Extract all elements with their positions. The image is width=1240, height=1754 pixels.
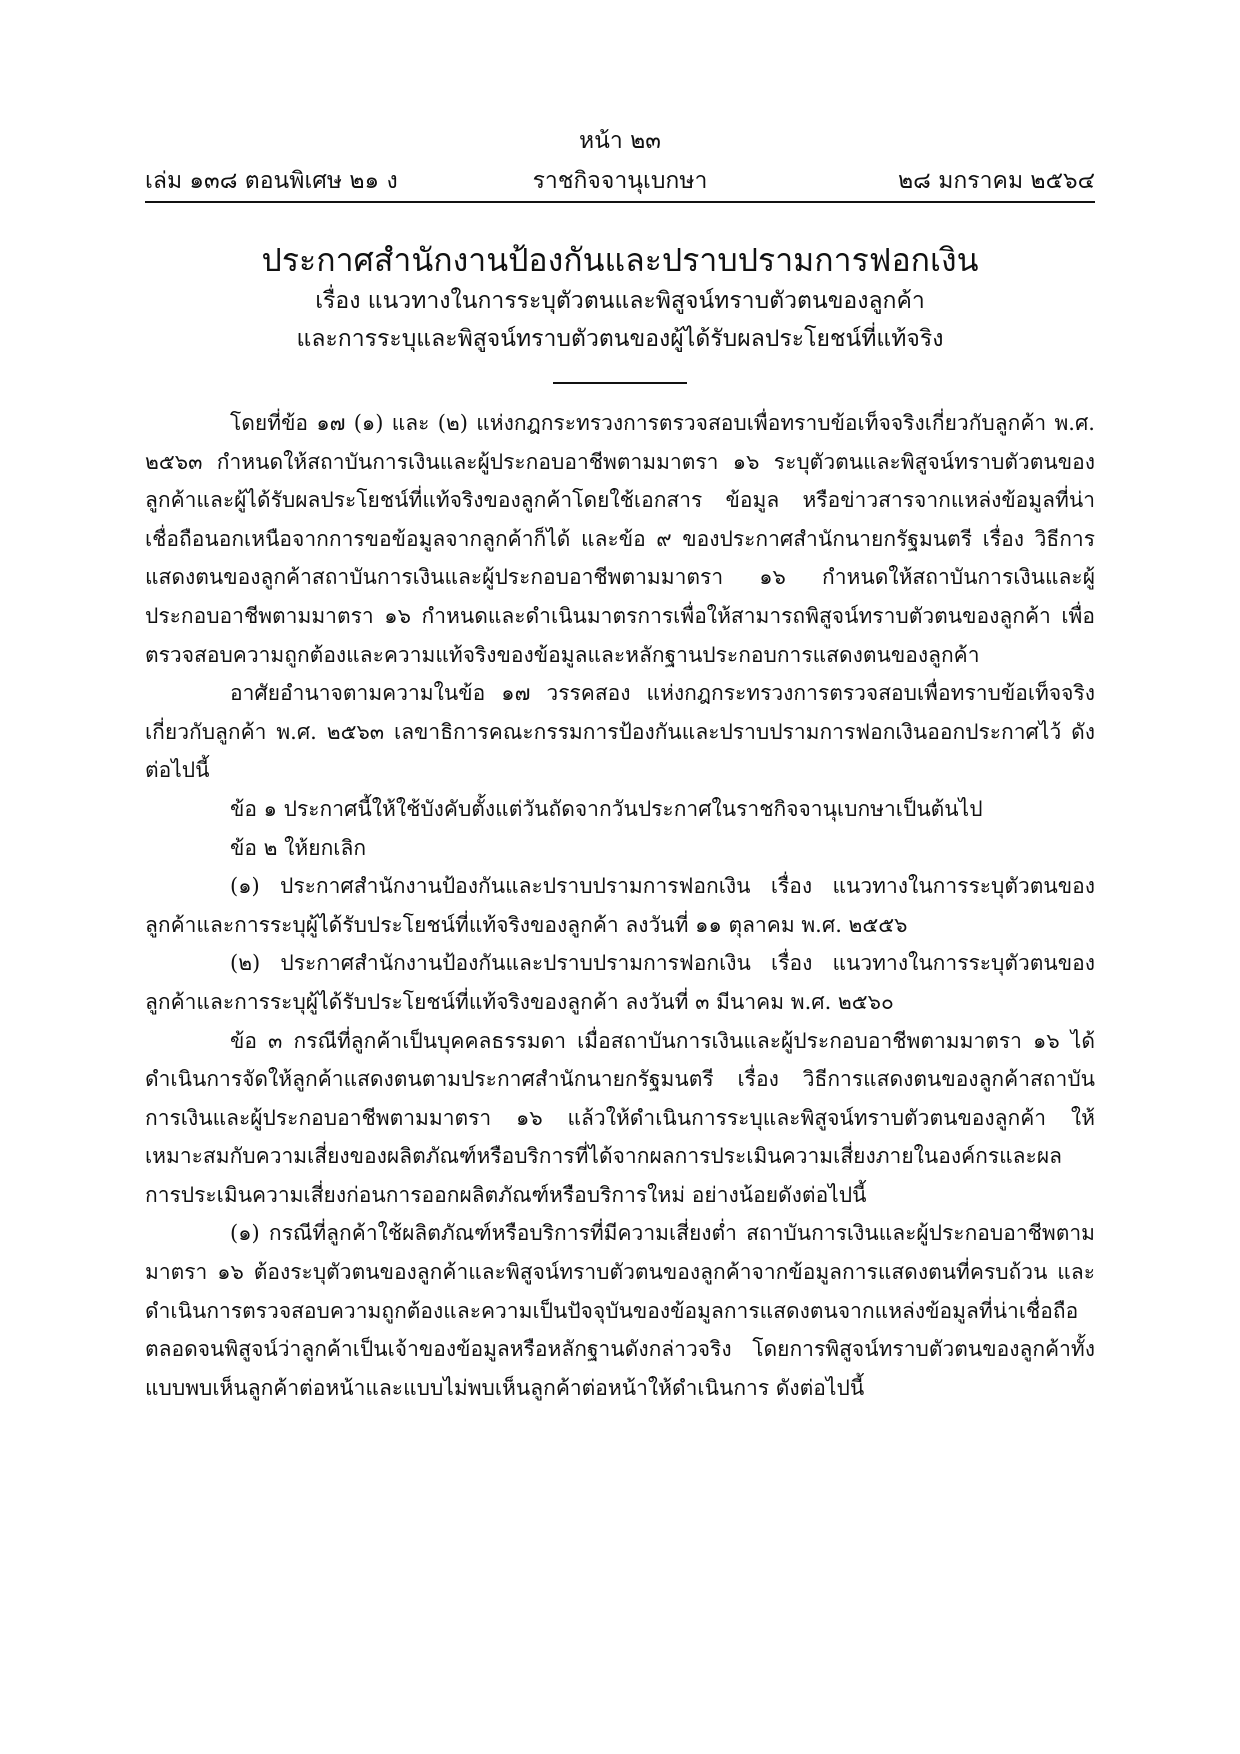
clause-3-item-1: (๑) กรณีที่ลูกค้าใช้ผลิตภัณฑ์หรือบริการที่มีความเสี่ยงต่ำ สถาบันการเงินและผู้ประกอบอาชีพตามมาตรา ๑๖ ต้องระบุตัวตนของลูกค้าและพิสูจน์ทราบตัวตนของลูกค้าจากข้อมูลการแสดงตนที่ครบถ้วน และดำเนินการตรวจสอบความถูกต้องและความเป็นปัจจุบันของข้อมูลการแสดงตนจากแหล่งข้อมูลที่น่าเชื่อถือ ตลอดจนพิสูจน์ว่าลูกค้าเป็นเจ้าของข้อมูลหรือหลักฐานดังกล่าวจริง โดยการพิสูจน์ทราบตัวตนของลูกค้าทั้งแบบพบเห็นลูกค้าต่อหน้าและแบบไม่พบเห็นลูกค้าต่อหน้าให้ดำเนินการ ดังต่อไปนี้ [145, 1221, 1095, 1400]
page-number: หน้า ๒๓ [579, 128, 661, 154]
preamble-paragraph-1: โดยที่ข้อ ๑๗ (๑) และ (๒) แห่งกฎกระทรวงการตรวจสอบเพื่อทราบข้อเท็จจริงเกี่ยวกับลูกค้า พ.ศ. ๒๕๖๓ กำหนดให้สถาบันการเงินและผู้ประกอบอาชีพตามมาตรา ๑๖ ระบุตัวตนและพิสูจน์ทราบตัวตนของลูกค้าและผู้ได้รับผลประโยชน์ที่แท้จริงของลูกค้าโดยใช้เอกสาร ข้อมูล หรือข่าวสารจากแหล่งข้อมูลที่น่าเชื่อถือนอกเหนือจากการขอข้อมูลจากลูกค้าก็ได้ และข้อ ๙ ของประกาศสำนักนายกรัฐมนตรี เรื่อง วิธีการแสดงตนของลูกค้าสถาบันการเงินและผู้ประกอบอาชีพตามมาตรา ๑๖ กำหนดให้สถาบันการเงินและผู้ประกอบอาชีพตามมาตรา ๑๖ กำหนดและดำเนินมาตรการเพื่อให้สามารถพิสูจน์ทราบตัวตนของลูกค้า เพื่อตรวจสอบความถูกต้องและความแท้จริงของข้อมูลและหลักฐานประกอบการแสดงตนของลูกค้า [145, 411, 1095, 667]
preamble-paragraph-2: อาศัยอำนาจตามความในข้อ ๑๗ วรรคสอง แห่งกฎกระทรวงการตรวจสอบเพื่อทราบข้อเท็จจริงเกี่ยวกับลูกค้า พ.ศ. ๒๕๖๓ เลขาธิการคณะกรรมการป้องกันและปราบปรามการฟอกเงินออกประกาศไว้ ดังต่อไปนี้ [145, 681, 1095, 783]
gazette-header [145, 166, 1095, 198]
title-divider [553, 382, 687, 384]
announcement-body [145, 404, 1095, 1407]
clause-2-item-2: (๒) ประกาศสำนักงานป้องกันและปราบปรามการฟอกเงิน เรื่อง แนวทางในการระบุตัวตนของลูกค้าและการระบุผู้ได้รับประโยชน์ที่แท้จริงของลูกค้า ลงวันที่ ๓ มีนาคม พ.ศ. ๒๕๖๐ [145, 951, 1095, 1014]
publication-name: ราชกิจจานุเบกษา [532, 168, 708, 194]
announcement-title: ประกาศสำนักงานป้องกันและปราบปรามการฟอกเงิน [261, 241, 979, 279]
title-block [145, 238, 1095, 358]
clause-1: ข้อ ๑ ประกาศนี้ให้ใช้บังคับตั้งแต่วันถัดจากวันประกาศในราชกิจจานุเบกษาเป็นต้นไป [230, 796, 983, 821]
clause-2: ข้อ ๒ ให้ยกเลิก [230, 835, 367, 860]
subject-line-2: และการระบุและพิสูจน์ทราบตัวตนของผู้ได้รับผลประโยชน์ที่แท้จริง [296, 326, 944, 352]
volume-issue: เล่ม ๑๓๘ ตอนพิเศษ ๒๑ ง [145, 168, 398, 194]
header-divider [145, 201, 1095, 203]
subject-line-1: เรื่อง แนวทางในการระบุตัวตนและพิสูจน์ทราบตัวตนของลูกค้า [315, 288, 925, 314]
clause-2-item-1: (๑) ประกาศสำนักงานป้องกันและปราบปรามการฟอกเงิน เรื่อง แนวทางในการระบุตัวตนของลูกค้าและการระบุผู้ได้รับประโยชน์ที่แท้จริงของลูกค้า ลงวันที่ ๑๑ ตุลาคม พ.ศ. ๒๕๕๖ [145, 874, 1095, 937]
publication-date: ๒๘ มกราคม ๒๕๖๔ [897, 168, 1095, 194]
clause-3: ข้อ ๓ กรณีที่ลูกค้าเป็นบุคคลธรรมดา เมื่อสถาบันการเงินและผู้ประกอบอาชีพตามมาตรา ๑๖ ได้ดำเนินการจัดให้ลูกค้าแสดงตนตามประกาศสำนักนายกรัฐมนตรี เรื่อง วิธีการแสดงตนของลูกค้าสถาบันการเงินและผู้ประกอบอาชีพตามมาตรา ๑๖ แล้วให้ดำเนินการระบุและพิสูจน์ทราบตัวตนของลูกค้า ให้เหมาะสมกับความเสี่ยงของผลิตภัณฑ์หรือบริการที่ได้จากผลการประเมินความเสี่ยงภายในองค์กรและผลการประเมินความเสี่ยงก่อนการออกผลิตภัณฑ์หรือบริการใหม่ อย่างน้อยดังต่อไปนี้ [145, 1028, 1095, 1207]
